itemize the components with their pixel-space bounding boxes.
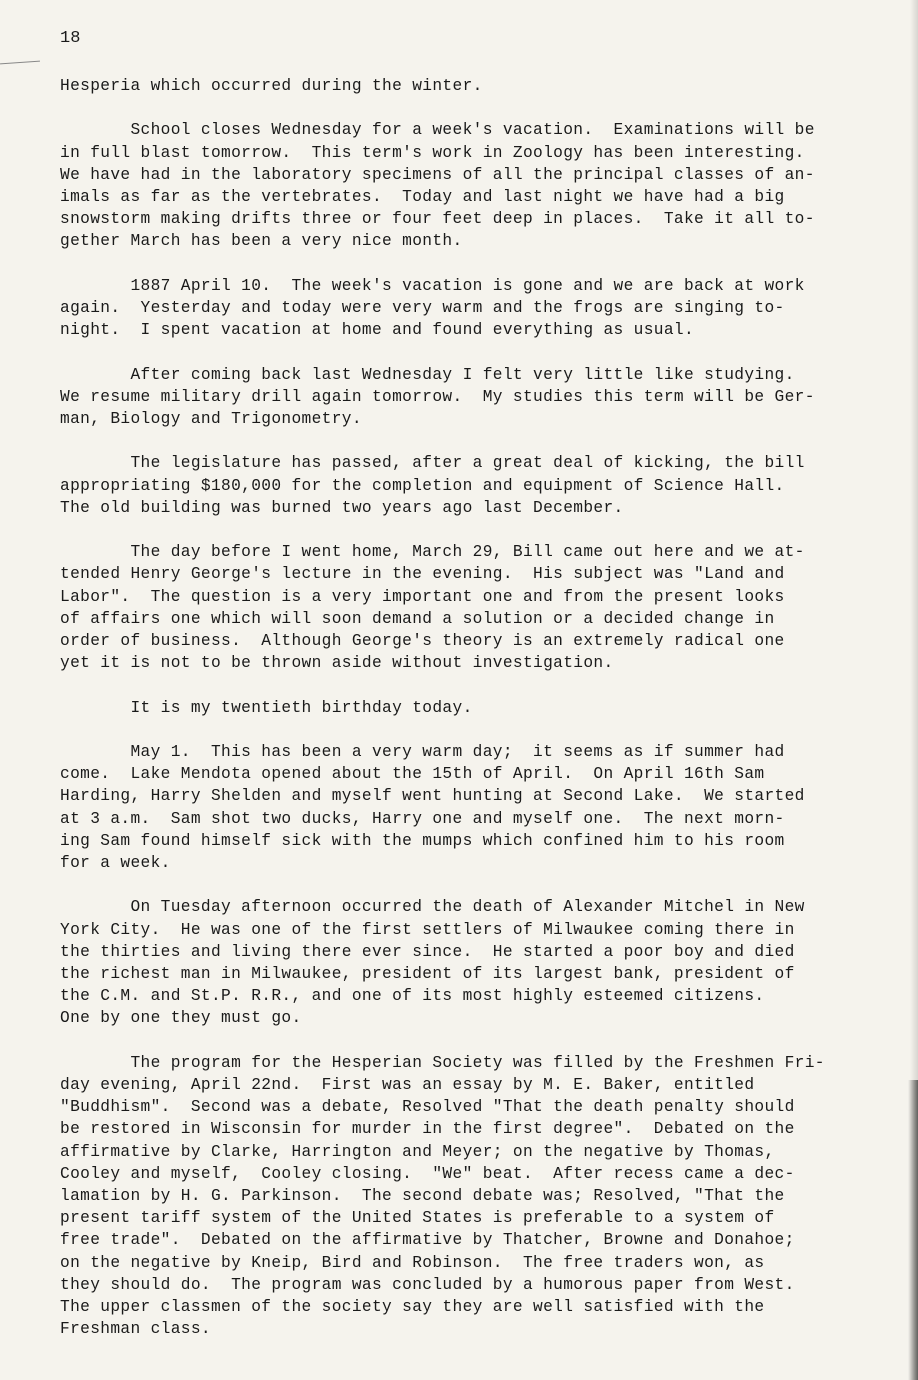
text-line: ing Sam found himself sick with the mumps which confined him to his room	[60, 831, 785, 850]
text-line: again. Yesterday and today were very warm and the frogs are singing to-	[60, 299, 785, 317]
text-line: snowstorm making drifts three or four feet deep in places. Take it all to-	[60, 210, 815, 229]
paragraph	[60, 541, 882, 674]
document-body	[60, 75, 882, 1363]
text-line: on the negative by Kneip, Bird and Robinson. The free traders won, as	[60, 1253, 765, 1272]
text-line: York City. He was one of the first settlers of Milwaukee coming there in	[60, 920, 795, 939]
paragraph	[60, 896, 882, 1029]
text-line: of affairs one which will soon demand a solution or a decided change in	[60, 609, 775, 628]
paragraph	[60, 452, 882, 519]
page-edge-dark	[908, 1080, 918, 1380]
text-line: The day before I went home, March 29, Bill came out here and we at-	[60, 543, 805, 562]
text-line: in full blast tomorrow. This term's work in Zoology has been interesting.	[60, 143, 805, 162]
text-line: at 3 a.m. Sam shot two ducks, Harry one and myself one. The next morn-	[60, 809, 785, 828]
paragraph	[60, 1052, 882, 1341]
text-line: free trade". Debated on the affirmative by Thatcher, Browne and Donahoe;	[60, 1231, 795, 1250]
text-line: be restored in Wisconsin for murder in the first degree". Debated on the	[60, 1120, 795, 1139]
text-line: Cooley and myself, Cooley closing. "We" beat. After recess came a dec-	[60, 1164, 795, 1183]
text-line: On Tuesday afternoon occurred the death of Alexander Mitchel in New	[60, 898, 805, 917]
text-line: The upper classmen of the society say they are well satisfied with the	[60, 1298, 765, 1317]
text-line: We resume military drill again tomorrow. My studies this term will be Ger-	[60, 387, 815, 406]
text-line: Labor". The question is a very important one and from the present looks	[60, 587, 785, 606]
text-line: tended Henry George's lecture in the evening. His subject was "Land and	[60, 565, 785, 584]
text-line: affirmative by Clarke, Harrington and Meyer; on the negative by Thomas,	[60, 1142, 775, 1161]
text-line: come. Lake Mendota opened about the 15th of April. On April 16th Sam	[60, 765, 765, 784]
text-line: Freshman class.	[60, 1320, 211, 1339]
text-line: The program for the Hesperian Society was filled by the Freshmen Fri-	[60, 1053, 825, 1072]
text-line: day evening, April 22nd. First was an essay by M. E. Baker, entitled	[60, 1076, 755, 1094]
text-line: Hesperia which occurred during the winter.	[60, 77, 483, 95]
text-line: After coming back last Wednesday I felt very little like studying.	[60, 365, 795, 384]
text-line: lamation by H. G. Parkinson. The second debate was; Resolved, "That the	[60, 1187, 785, 1206]
text-line: May 1. This has been a very warm day; it seems as if summer had	[60, 742, 785, 761]
text-line: "Buddhism". Second was a debate, Resolved "That the death penalty should	[60, 1098, 795, 1117]
text-line: the thirties and living there ever since. He started a poor boy and died	[60, 942, 795, 961]
text-line: yet it is not to be thrown aside without investigation.	[60, 654, 614, 673]
scan-mark	[0, 61, 40, 65]
paragraph	[60, 697, 882, 719]
text-line: Harding, Harry Shelden and myself went hunting at Second Lake. We started	[60, 787, 805, 806]
text-line: they should do. The program was concluded by a humorous paper from West.	[60, 1275, 795, 1294]
text-line: We have had in the laboratory specimens of all the principal classes of an-	[60, 165, 815, 184]
paragraph	[60, 741, 882, 874]
paragraph	[60, 75, 882, 97]
text-line: The legislature has passed, after a great deal of kicking, the bill	[60, 454, 805, 473]
text-line: One by one they must go.	[60, 1009, 302, 1028]
text-line: the C.M. and St.P. R.R., and one of its most highly esteemed citizens.	[60, 987, 765, 1006]
text-line: order of business. Although George's theory is an extremely radical one	[60, 632, 785, 650]
text-line: man, Biology and Trigonometry.	[60, 410, 362, 428]
paragraph	[60, 364, 882, 431]
text-line: gether March has been a very nice month.	[60, 232, 463, 251]
text-line: the richest man in Milwaukee, president of its largest bank, president of	[60, 965, 795, 983]
paragraph	[60, 119, 882, 252]
text-line: imals as far as the vertebrates. Today and last night we have had a big	[60, 188, 785, 206]
paragraph	[60, 275, 882, 342]
text-line: appropriating $180,000 for the completion and equipment of Science Hall.	[60, 476, 785, 495]
text-line: present tariff system of the United States is preferable to a system of	[60, 1209, 775, 1228]
text-line: night. I spent vacation at home and found everything as usual.	[60, 321, 695, 340]
text-line: for a week.	[60, 854, 171, 872]
text-line: It is my twentieth birthday today.	[60, 698, 473, 717]
text-line: The old building was burned two years ago last December.	[60, 498, 624, 517]
text-line: 1887 April 10. The week's vacation is gone and we are back at work	[60, 276, 805, 295]
page-number: 18	[60, 29, 81, 48]
text-line: School closes Wednesday for a week's vacation. Examinations will be	[60, 121, 815, 140]
